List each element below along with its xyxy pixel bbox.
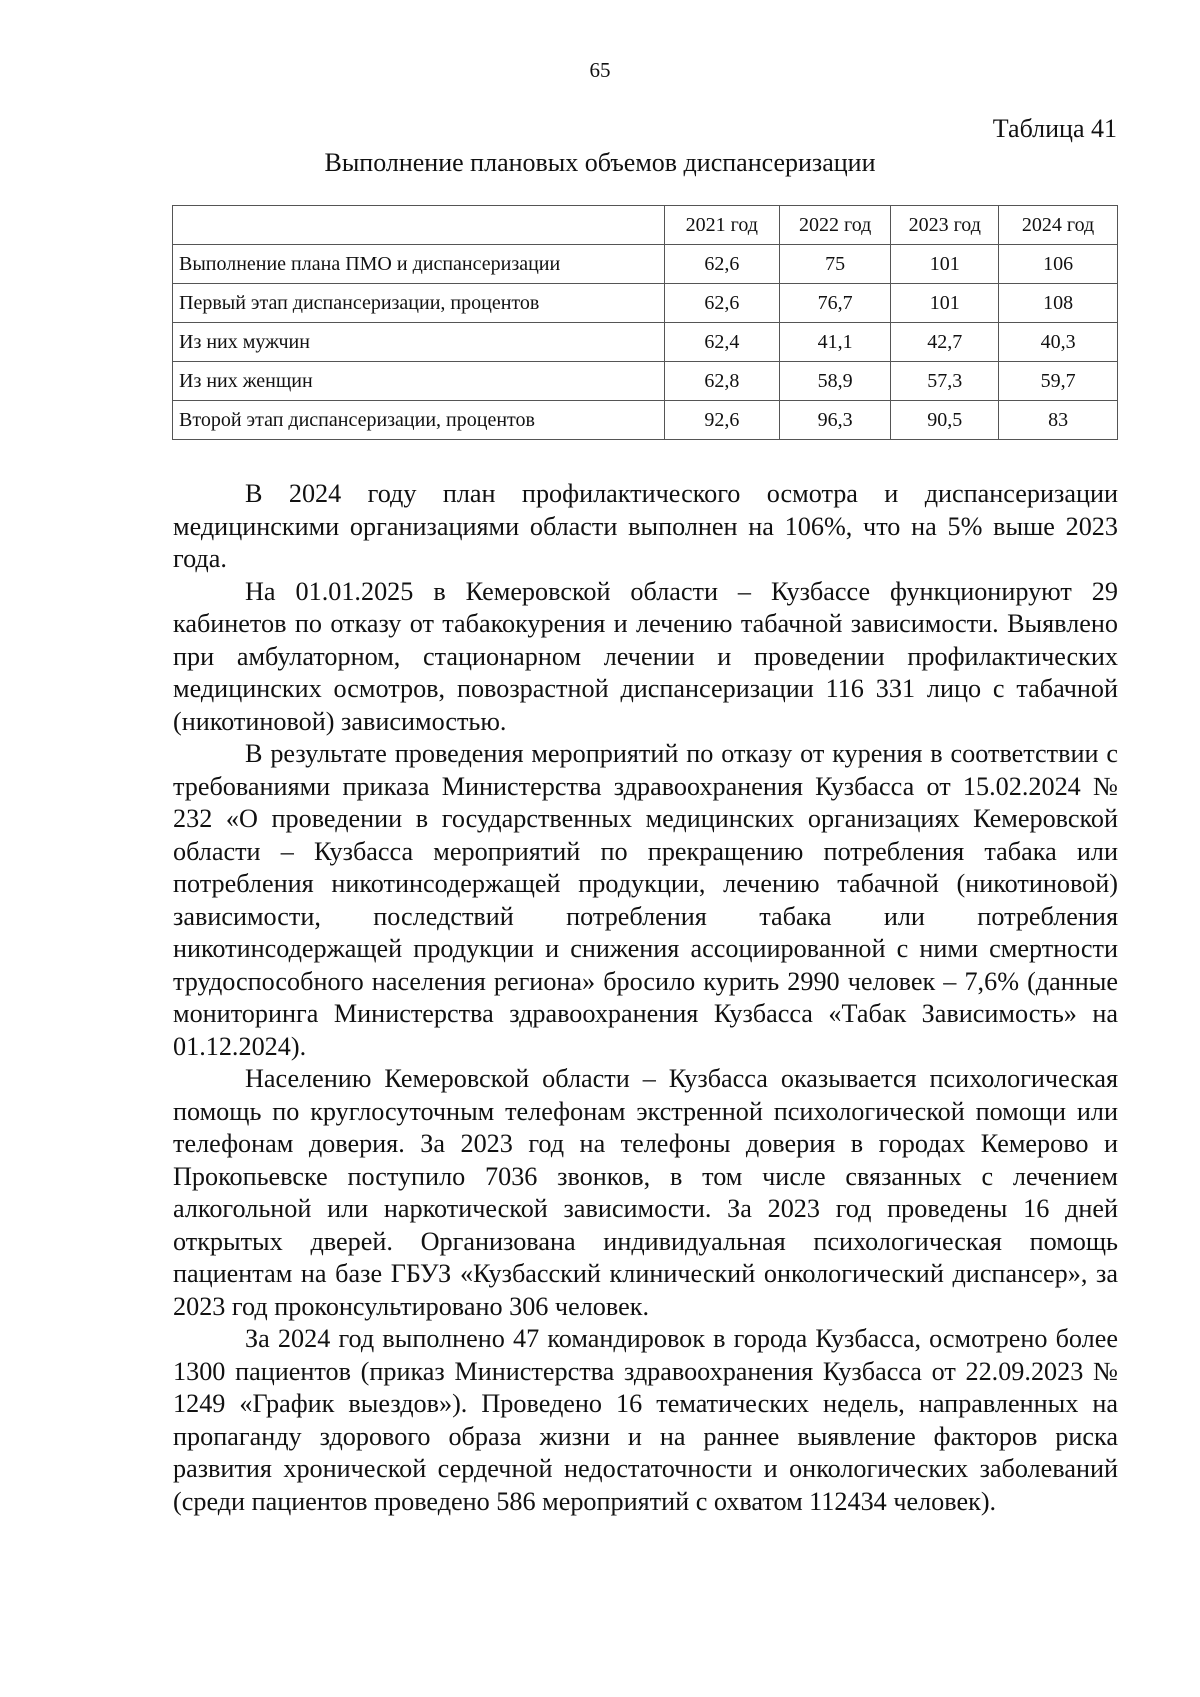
cell-2021: 92,6 [664,401,780,440]
table-header-2024: 2024 год [999,206,1118,245]
row-label: Первый этап диспансеризации, процентов [173,284,665,323]
table-row [173,284,1118,323]
cell-2024: 83 [999,401,1118,440]
cell-2022: 96,3 [780,401,891,440]
page-number: 65 [589,58,611,82]
row-label: Выполнение плана ПМО и диспансеризации [173,245,665,284]
table-label: Таблица 41 [992,114,1117,143]
paragraph-quit-smoking-results: В результате проведения мероприятий по отказу от курения в соответствии с требованиями приказа Министерства здравоохранения Кузбасса от 15.02.2024 № 232 «О проведении в государственных медицинских организациях Кемеровской области – Кузбасса мероприятий по прекращению потребления табака или потребления никотинсодержащей продукции, лечению табачной (никотиновой) зависимости, последствий потребления табака или потребления никотинсодержащей продукции и снижения ассоциированной с ними смертности трудоспособного населения региона» бросило курить 2990 человек – 7,6% (данные мониторинга Министерства здравоохранения Кузбасса «Табак Зависимость» на 01.12.2024). [173,739,1118,1061]
cell-2021: 62,6 [664,245,780,284]
paragraph-plan-execution: В 2024 году план профилактического осмотра и диспансеризации медицинскими организациями области выполнен на 106%, что на 5% выше 2023 года. [173,479,1118,573]
table-row [173,323,1118,362]
cell-2022: 76,7 [780,284,891,323]
table-header-empty [173,206,665,245]
cell-2023: 101 [891,284,999,323]
table-row [173,245,1118,284]
cell-2023: 42,7 [891,323,999,362]
row-label: Из них мужчин [173,323,665,362]
cell-2024: 59,7 [999,362,1118,401]
cell-2023: 101 [891,245,999,284]
cell-2022: 75 [780,245,891,284]
table-title: Выполнение плановых объемов диспансеризации [324,148,876,177]
cell-2021: 62,8 [664,362,780,401]
table-row [173,401,1118,440]
cell-2022: 41,1 [780,323,891,362]
cell-2023: 90,5 [891,401,999,440]
cell-2021: 62,6 [664,284,780,323]
cell-2022: 58,9 [780,362,891,401]
cell-2021: 62,4 [664,323,780,362]
table-header-2023: 2023 год [891,206,999,245]
cell-2023: 57,3 [891,362,999,401]
table-header-row [173,206,1118,245]
body-text [173,478,1118,1518]
table-header-2022: 2022 год [780,206,891,245]
paragraph-field-trips: За 2024 год выполнено 47 командировок в города Кузбасса, осмотрено более 1300 пациентов (приказ Министерства здравоохранения Кузбасса от 22.09.2023 № 1249 «График выездов»). Проведено 16 тематических недель, направленных на пропаганду здорового образа жизни и на раннее выявление факторов риска развития хронической сердечной недостаточности и онкологических заболеваний (среди пациентов проведено 586 мероприятий с охватом 112434 человек). [173,1324,1118,1516]
cell-2024: 40,3 [999,323,1118,362]
cell-2024: 108 [999,284,1118,323]
row-label: Из них женщин [173,362,665,401]
cell-2024: 106 [999,245,1118,284]
paragraph-smoking-cabinets: На 01.01.2025 в Кемеровской области – Кузбассе функционируют 29 кабинетов по отказу от табакокурения и лечению табачной зависимости. Выявлено при амбулаторном, стационарном лечении и проведении профилактических медицинских осмотров, повозрастной диспансеризации 116 331 лицо с табачной (никотиновой) зависимостью. [173,576,1118,736]
table-header-2021: 2021 год [664,206,780,245]
paragraph-psychological-help: Населению Кемеровской области – Кузбасса оказывается психологическая помощь по круглосуточным телефонам экстренной психологической помощи или телефонам доверия. За 2023 год на телефоны доверия в городах Кемерово и Прокопьевске поступило 7036 звонков, в том числе связанных с лечением алкогольной или наркотической зависимости. За 2023 год проведены 16 дней открытых дверей. Организована индивидуальная психологическая помощь пациентам на базе ГБУЗ «Кузбасский клинический онкологический диспансер», за 2023 год проконсультировано 306 человек. [173,1064,1118,1321]
plan-execution-table [172,205,1118,440]
row-label: Второй этап диспансеризации, процентов [173,401,665,440]
table-row [173,362,1118,401]
